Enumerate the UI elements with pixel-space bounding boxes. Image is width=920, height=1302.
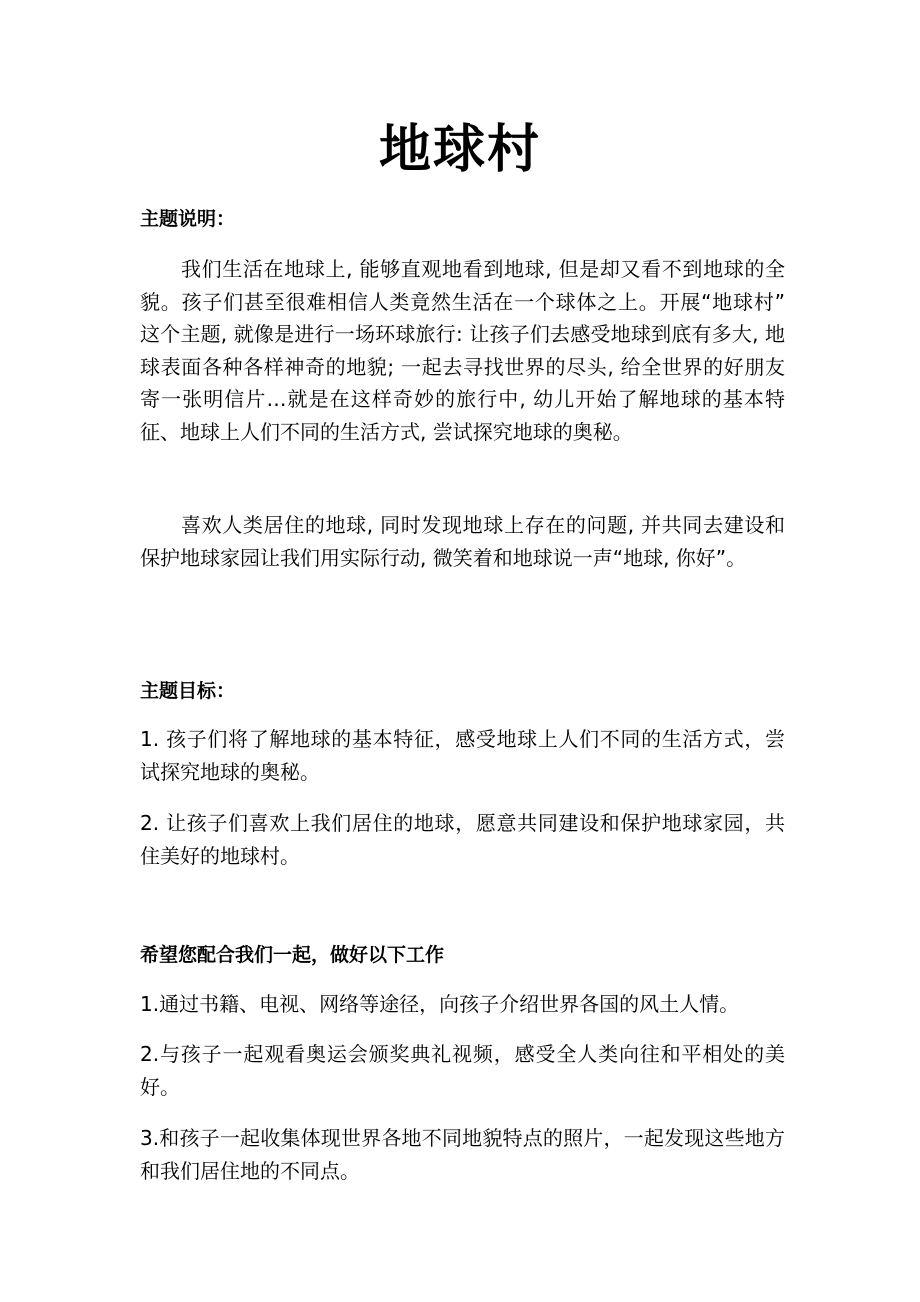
theme-goal-item-1: 1. 孩子们将了解地球的基本特征，感受地球上人们不同的生活方式，尝试探究地球的奥秘。 [140,727,785,784]
theme-description-paragraph-2: 喜欢人类居住的地球, 同时发现地球上存在的问题, 并共同去建设和保护地球家园让我们用实际行动, 微笑着和地球说一声“地球, 你好”。 [140,513,785,570]
cooperation-item-2: 2.与孩子一起观看奥运会颁奖典礼视频，感受全人类向往和平相处的美好。 [140,1042,785,1099]
theme-goals-heading: 主题目标： [140,680,236,702]
cooperation-item-1: 1.通过书籍、电视、网络等途径，向孩子介绍世界各国的风土人情。 [140,992,740,1016]
theme-description-paragraph-1: 我们生活在地球上, 能够直观地看到地球, 但是却又看不到地球的全貌。孩子们甚至很难相信人类竟然生活在一个球体之上。开展“地球村” 这个主题, 就像是进行一场环球旅行: 让孩子们去感受地球到底有多大, 地球表面各种各样神奇的地貌; 一起去寻找世界的尽头, 给全世界的好朋友寄一张明信片…就是在这样奇妙的旅行中, 幼儿开始了解地球的基本特征、地球上人们不同的生活方式, 尝试探究地球的奥秘。 [140,257,785,444]
theme-goal-item-2: 2. 让孩子们喜欢上我们居住的地球，愿意共同建设和保护地球家园，共住美好的地球村。 [140,811,785,868]
cooperation-item-3: 3.和孩子一起收集体现世界各地不同地貌特点的照片，一起发现这些地方和我们居住地的不同点。 [140,1126,785,1183]
theme-description-heading: 主题说明： [140,208,236,230]
cooperation-heading: 希望您配合我们一起，做好以下工作 [140,944,445,966]
document-title: 地球村 [378,120,541,180]
